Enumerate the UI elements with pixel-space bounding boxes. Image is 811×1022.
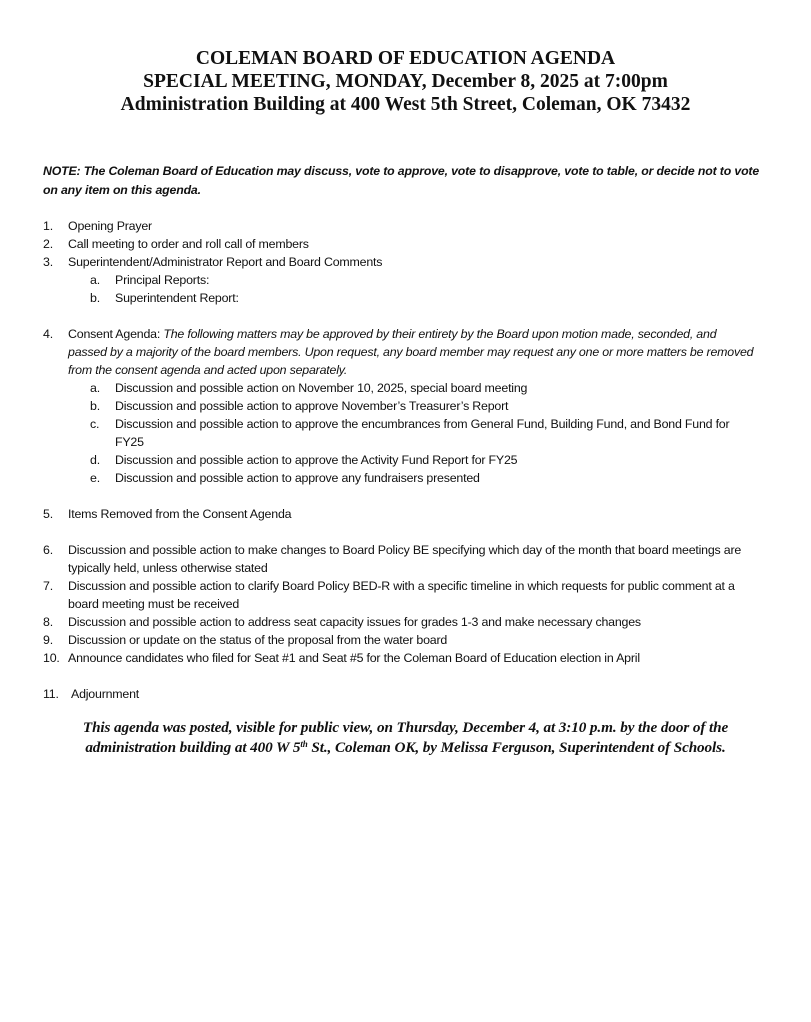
agenda-item-11: [43, 685, 763, 703]
item-text: Consent Agenda:: [68, 327, 164, 341]
header-meeting-date: SPECIAL MEETING, MONDAY, December 8, 2025 at 7:00pm: [143, 71, 668, 92]
item-number: 10.: [43, 651, 60, 665]
agenda-subitem-4e: [90, 469, 760, 487]
subitem-letter: b.: [90, 399, 100, 413]
agenda-item-7: [43, 577, 743, 613]
posting-notice-signature: St., Coleman OK, by Melissa Ferguson, Superintendent of Schools.: [307, 739, 726, 756]
posting-notice-line-2: [0, 738, 811, 758]
item-number: 4.: [43, 327, 53, 341]
agenda-subitem-4d: [90, 451, 760, 469]
item-text: Discussion and possible action to clarify Board Policy BED-R with a specific timeline in which requests for public comment at a board meeting must be received: [68, 579, 735, 611]
subitem-text: Discussion and possible action on November 10, 2025, special board meeting: [115, 381, 528, 395]
agenda-subitem-3a: [90, 271, 760, 289]
document-header: [0, 47, 811, 116]
agenda-subitem-4c: [90, 415, 755, 451]
agenda-item-1: [43, 217, 763, 235]
agenda-item-2: [43, 235, 763, 253]
item-text: Adjournment: [71, 687, 140, 701]
header-location: Administration Building at 400 West 5th Street, Coleman, OK 73432: [120, 94, 691, 115]
subitem-letter: b.: [90, 291, 100, 305]
subitem-text: Discussion and possible action to approve the Activity Fund Report for FY25: [115, 453, 518, 467]
item-text: Items Removed from the Consent Agenda: [68, 507, 292, 521]
agenda-item-5: [43, 505, 763, 523]
subitem-text: Principal Reports:: [115, 273, 210, 287]
subitem-letter: c.: [90, 417, 100, 431]
item-number: 3.: [43, 255, 53, 269]
subitem-text: Discussion and possible action to approve any fundraisers presented: [115, 471, 480, 485]
item-text: Discussion or update on the status of the proposal from the water board: [68, 633, 448, 647]
consent-agenda-description: The following matters may be approved by their entirety by the Board upon motion made, seconded, and passed by a majority of the board members. Upon request, any board member may request any one or more matters be removed from the consent agenda and acted upon separately.: [68, 327, 754, 377]
subitem-text: Discussion and possible action to approve the encumbrances from General Fund, Building Fund, and Bond Fund for FY25: [115, 417, 730, 449]
agenda-subitem-3b: [90, 289, 760, 307]
item-number: 9.: [43, 633, 53, 647]
subitem-letter: e.: [90, 471, 100, 485]
item-text: Superintendent/Administrator Report and Board Comments: [68, 255, 383, 269]
ordinal-suffix: th: [300, 739, 308, 749]
item-text-wrap: [68, 325, 758, 379]
item-text: Discussion and possible action to address seat capacity issues for grades 1-3 and make necessary changes: [68, 615, 641, 629]
posting-notice-address: administration building at 400 W 5: [85, 739, 301, 756]
subitem-letter: a.: [90, 381, 100, 395]
item-text: Announce candidates who filed for Seat #1 and Seat #5 for the Coleman Board of Education election in April: [68, 651, 640, 665]
item-number: 1.: [43, 219, 53, 233]
item-number: 11.: [43, 687, 59, 701]
agenda-item-4: [43, 325, 758, 379]
agenda-subitem-4a: [90, 379, 760, 397]
subitem-text: Superintendent Report:: [115, 291, 239, 305]
agenda-note: NOTE: The Coleman Board of Education may discuss, vote to approve, vote to disapprove, vote to table, or decide not to vote on any item on this agenda.: [43, 164, 760, 197]
item-number: 6.: [43, 543, 53, 557]
item-number: 2.: [43, 237, 53, 251]
agenda-item-6: [43, 541, 755, 577]
subitem-letter: d.: [90, 453, 100, 467]
item-text: Opening Prayer: [68, 219, 152, 233]
agenda-item-10: [43, 649, 773, 667]
posting-notice-line-1: This agenda was posted, visible for public view, on Thursday, December 4, at 3:10 p.m. by the door of the: [82, 719, 729, 736]
agenda-subitem-4b: [90, 397, 760, 415]
item-number: 7.: [43, 579, 53, 593]
header-title: COLEMAN BOARD OF EDUCATION AGENDA: [195, 48, 616, 69]
agenda-item-3: [43, 253, 763, 271]
subitem-letter: a.: [90, 273, 100, 287]
agenda-item-8: [43, 613, 763, 631]
item-text: Call meeting to order and roll call of members: [68, 237, 309, 251]
item-number: 8.: [43, 615, 53, 629]
item-text: Discussion and possible action to make changes to Board Policy BE specifying which day of the month that board meetings are typically held, unless otherwise stated: [68, 543, 742, 575]
agenda-item-9: [43, 631, 763, 649]
subitem-text: Discussion and possible action to approve November’s Treasurer’s Report: [115, 399, 509, 413]
posting-notice: [0, 718, 811, 758]
item-number: 5.: [43, 507, 53, 521]
